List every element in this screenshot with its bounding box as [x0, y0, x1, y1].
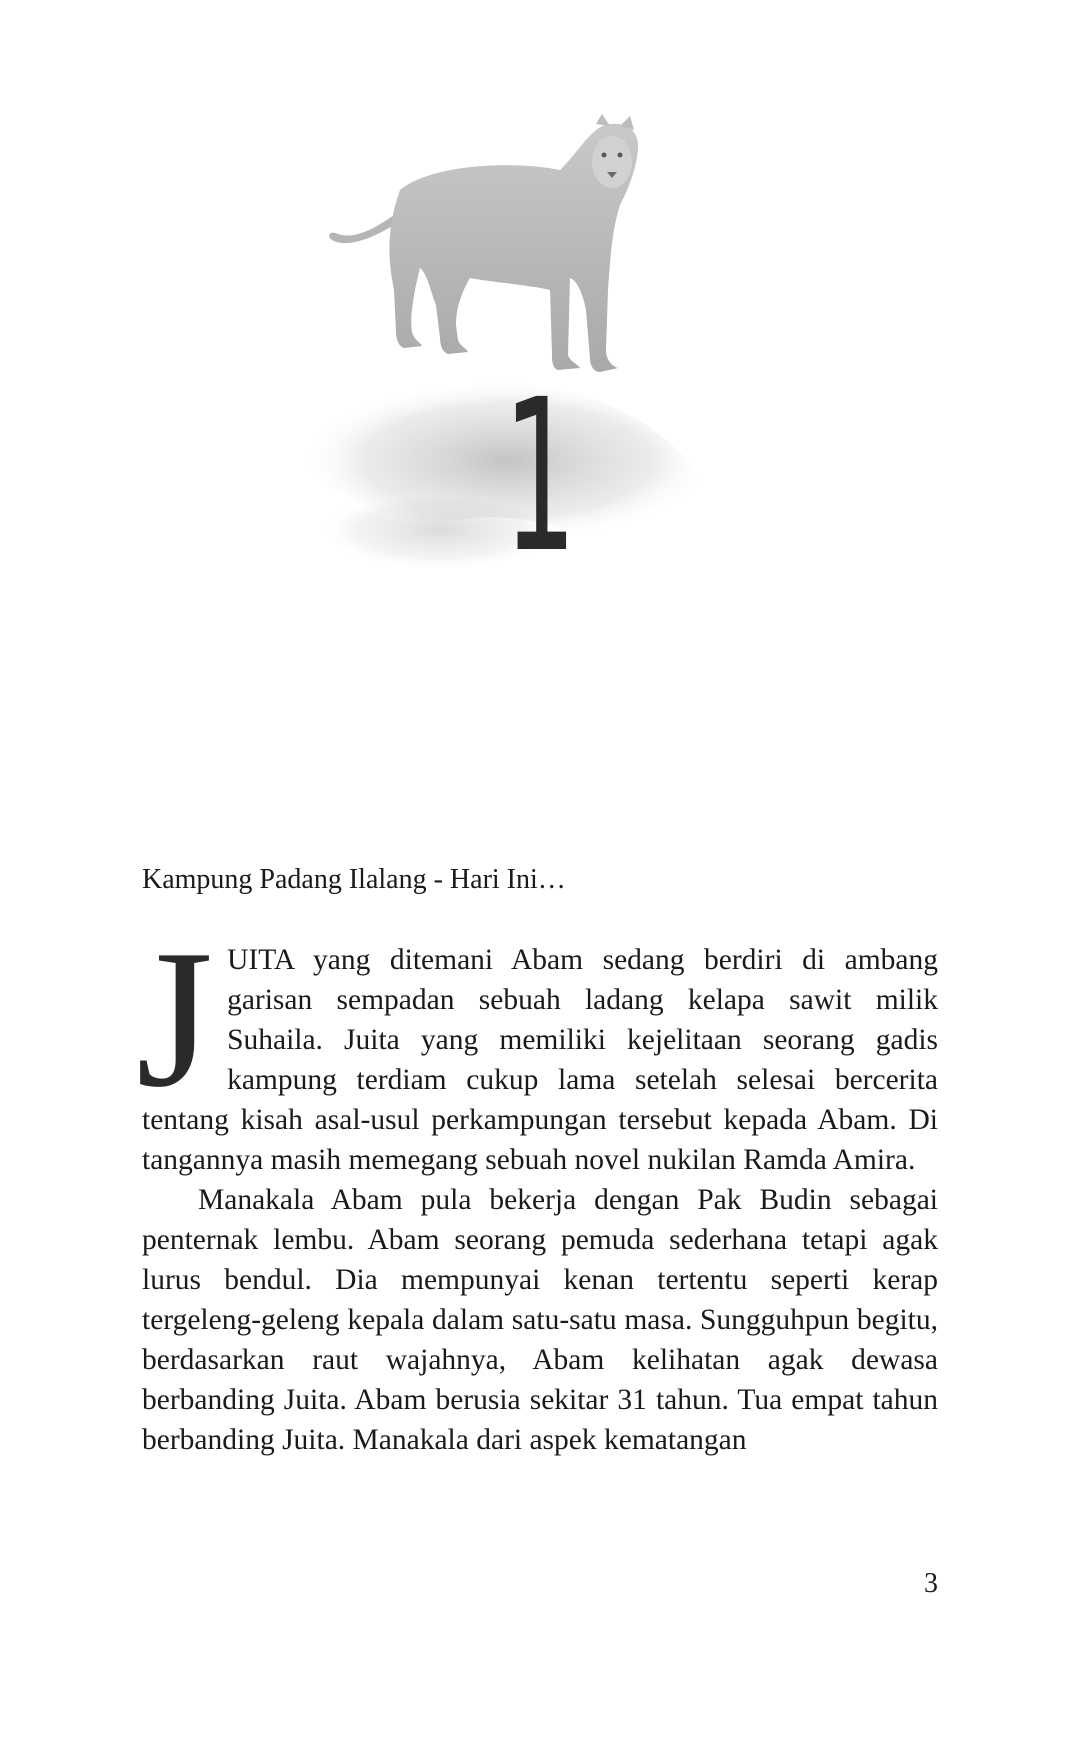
page-number: 3	[924, 1568, 938, 1599]
section-heading: Kampung Padang Ilalang - Hari Ini…	[142, 864, 566, 895]
paragraph-2: Manakala Abam pula bekerja dengan Pak Budin sebagai penternak lembu. Abam seorang pemuda sederhana tetapi agak lurus bendul. Dia mempunyai kenan tertentu seperti kerap tergeleng-geleng kepala dalam satu-satu masa. Sungguhpun begitu, berdasarkan raut wajahnya, Abam kelihatan agak dewasa berbanding Juita. Abam berusia sekitar 31 tahun. Tua empat tahun berbanding Juita. Manakala dari aspek kematangan	[142, 1184, 938, 1456]
paragraph-1	[136, 909, 938, 1180]
body-text	[136, 909, 938, 1460]
chapter-number: 1	[503, 354, 577, 599]
drop-cap: J	[136, 909, 214, 1128]
paragraph-1-text: UITA yang ditemani Abam sedang berdiri di ambang garisan sempadan sebuah ladang kelapa sawit milik Suhaila. Juita yang memiliki kejelitaan seorang gadis kampung terdiam cukup lama setelah selesai bercerita tentang kisah asal-usul perkampungan tersebut kepada Abam. Di tangannya masih memegang sebuah novel nukilan Ramda Amira.	[142, 944, 938, 1176]
